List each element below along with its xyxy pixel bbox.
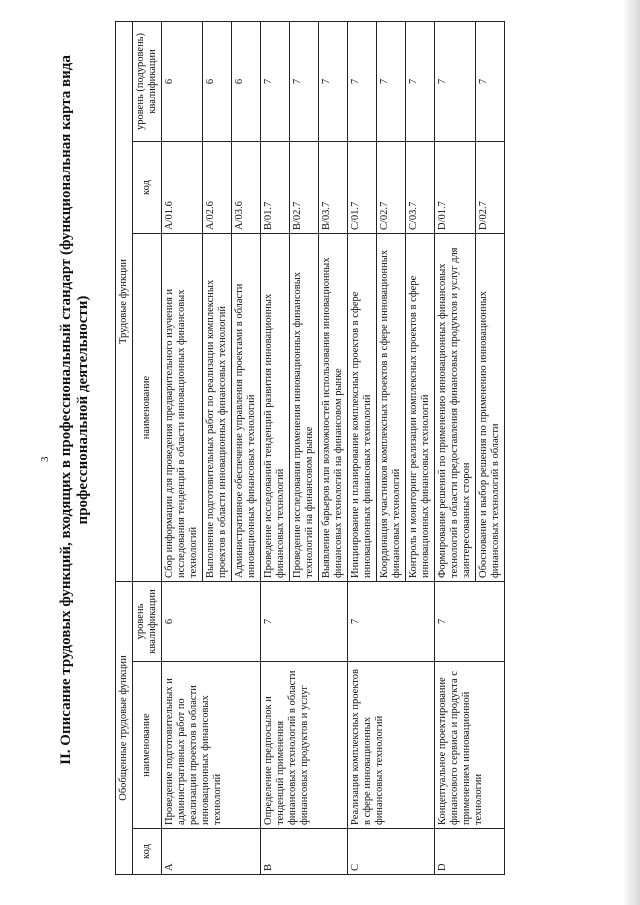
scan-edge-shadow bbox=[622, 0, 640, 905]
lf-level: 7 bbox=[435, 21, 476, 141]
section-title-line1: II. Описание трудовых функций, входящих в профессиональный стандарт (функциональная карта вида bbox=[58, 55, 74, 765]
gf-name: Определение предпосылок и тенденций применения финансовых технологий в области финансовых продуктов и услуг bbox=[261, 662, 348, 829]
header-generalized: Обобщенные трудовые функции bbox=[116, 582, 133, 875]
lf-name: Формирование решений по применению инновационных финансовых технологий в области предоставления финансовых продуктов и услуг для заинтересованных сторон bbox=[435, 234, 476, 582]
lf-name: Инициирование и планирование комплексных проектов в сфере инновационных финансовых технологий bbox=[348, 234, 377, 582]
table-subheader-row bbox=[133, 21, 162, 874]
gf-level: 6 bbox=[162, 582, 261, 662]
lf-name: Проведение исследований тенденций развития инновационных финансовых технологий bbox=[261, 234, 290, 582]
lf-name: Контроль и мониторинг реализации комплексных проектов в сфере инновационных финансовых технологий bbox=[406, 234, 435, 582]
lf-level: 7 bbox=[406, 21, 435, 141]
header-level: уровень квалификации bbox=[133, 582, 162, 662]
lf-code: D/02.7 bbox=[476, 142, 505, 234]
lf-code: C/02.7 bbox=[377, 142, 406, 234]
lf-code: C/01.7 bbox=[348, 142, 377, 234]
table-row bbox=[435, 21, 476, 874]
header-lf-name: наименование bbox=[133, 234, 162, 582]
gf-name: Концептуальное проектирование финансового сервиса и продукта с применением инновационной технологии bbox=[435, 662, 505, 829]
lf-name: Обоснование и выбор решения по применению инновационных финансовых технологий в области bbox=[476, 234, 505, 582]
lf-code: C/03.7 bbox=[406, 142, 435, 234]
table-header-row bbox=[116, 21, 133, 874]
lf-name: Сбор информации для проведения предварительного изучения и исследования тенденций в области инновационных финансовых технологий bbox=[162, 234, 203, 582]
lf-name: Выполнение подготовительных работ по реализации комплексных проектов в области инновационных финансовых технологий bbox=[203, 234, 232, 582]
gf-name: Реализация комплексных проектов в сфере инновационных финансовых технологий bbox=[348, 662, 435, 829]
gf-level: 7 bbox=[435, 582, 505, 662]
gf-name: Проведение подготовительных и административных работ по реализации проектов в области инновационных финансовых технологий bbox=[162, 662, 261, 829]
table-row bbox=[261, 21, 290, 874]
lf-code: B/01.7 bbox=[261, 142, 290, 234]
lf-level: 7 bbox=[348, 21, 377, 141]
lf-code: B/03.7 bbox=[319, 142, 348, 234]
lf-code: A/03.6 bbox=[232, 142, 261, 234]
lf-level: 6 bbox=[203, 21, 232, 141]
header-name: наименование bbox=[133, 662, 162, 829]
gf-code: A bbox=[162, 829, 261, 875]
gf-level: 7 bbox=[261, 582, 348, 662]
lf-name: Выявление барьеров или возможностей использования инновационных финансовых технологий на финансовом рынке bbox=[319, 234, 348, 582]
lf-code: B/02.7 bbox=[290, 142, 319, 234]
lf-code: A/02.6 bbox=[203, 142, 232, 234]
lf-name: Координация участников комплексных проектов в сфере инновационных финансовых технологий bbox=[377, 234, 406, 582]
lf-level: 7 bbox=[290, 21, 319, 141]
section-title bbox=[58, 0, 92, 845]
gf-code: D bbox=[435, 829, 505, 875]
table-row bbox=[162, 21, 203, 874]
header-labor-functions: Трудовые функции bbox=[116, 21, 133, 581]
functional-map-table bbox=[115, 21, 505, 875]
lf-level: 7 bbox=[377, 21, 406, 141]
lf-name: Проведение исследования применения инновационных финансовых технологий на финансовом рынке bbox=[290, 234, 319, 582]
lf-level: 7 bbox=[261, 21, 290, 141]
lf-code: D/01.7 bbox=[435, 142, 476, 234]
lf-level: 7 bbox=[319, 21, 348, 141]
table-row bbox=[348, 21, 377, 874]
header-lf-level: уровень (подуровень) квалификации bbox=[133, 21, 162, 141]
page-number: 3 bbox=[39, 456, 51, 462]
lf-level: 6 bbox=[232, 21, 261, 141]
gf-level: 7 bbox=[348, 582, 435, 662]
header-code: код bbox=[133, 829, 162, 875]
section-title-line2: профессиональной деятельности) bbox=[75, 295, 91, 525]
lf-level: 6 bbox=[162, 21, 203, 141]
lf-code: A/01.6 bbox=[162, 142, 203, 234]
gf-code: C bbox=[348, 829, 435, 875]
lf-level: 7 bbox=[476, 21, 505, 141]
lf-name: Административное обеспечение управления проектами в области инновационных финансовых технологий bbox=[232, 234, 261, 582]
gf-code: B bbox=[261, 829, 348, 875]
header-lf-code: код bbox=[133, 142, 162, 234]
